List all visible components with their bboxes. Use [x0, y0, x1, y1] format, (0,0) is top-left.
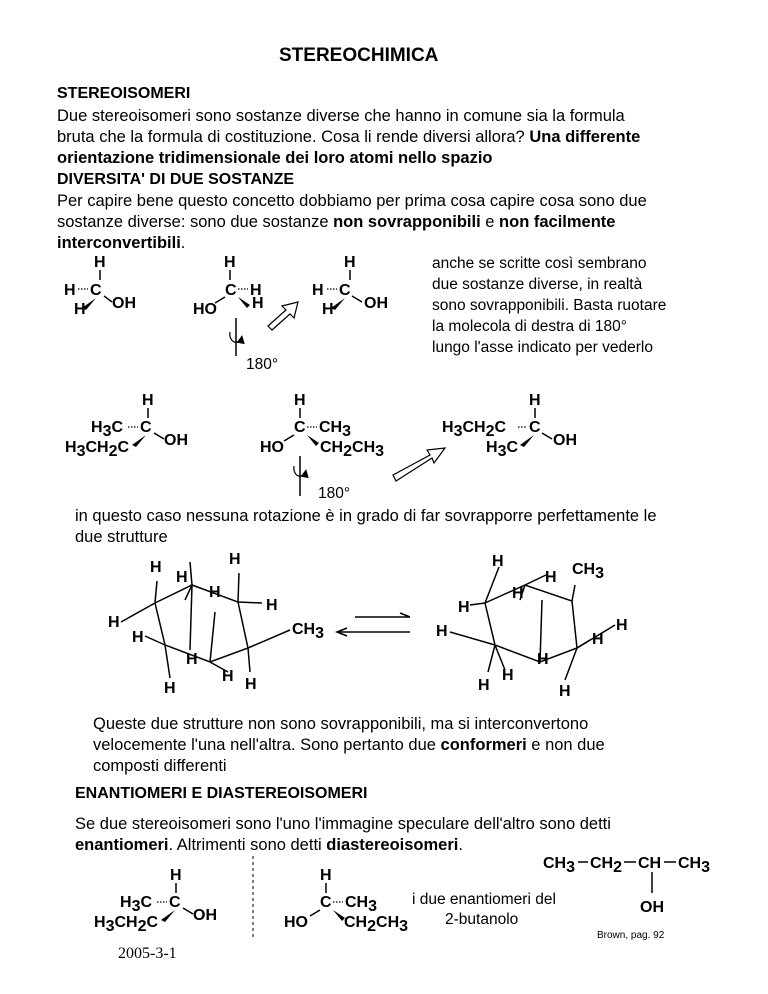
hollow-arrow-2 — [393, 448, 445, 481]
enantiomer-caption: i due enantiomeri del — [412, 891, 556, 908]
svg-text:C: C — [140, 419, 152, 436]
paragraph-line: sostanze diverse: sono due sostanze non sovrapponibili e non facilmente — [57, 213, 616, 231]
chair-left — [121, 562, 290, 678]
note-line: anche se scritte così sembrano — [432, 255, 647, 272]
svg-text:H: H — [478, 677, 490, 694]
svg-text:H: H — [512, 585, 524, 602]
svg-text:H3CH2C: H3CH2C — [442, 419, 507, 440]
rotation-label: 180° — [318, 485, 351, 502]
svg-text:H: H — [458, 599, 470, 616]
molecule-2a — [65, 392, 188, 460]
section-heading-diversita: DIVERSITA' DI DUE SOSTANZE — [57, 171, 295, 188]
svg-text:H: H — [186, 651, 198, 668]
svg-text:H: H — [74, 301, 86, 318]
svg-text:H: H — [170, 867, 182, 884]
svg-text:OH: OH — [164, 432, 188, 449]
svg-text:CH3: CH3 — [319, 419, 352, 440]
svg-text:CH3: CH3 — [572, 561, 605, 582]
svg-text:H: H — [176, 569, 188, 586]
paragraph-line: enantiomeri. Altrimenti sono detti diastereoisomeri. — [75, 836, 463, 854]
condensed-formula — [543, 855, 710, 916]
svg-text:CH2CH3: CH2CH3 — [344, 914, 409, 935]
svg-text:H: H — [559, 683, 571, 700]
svg-text:H: H — [252, 295, 264, 312]
svg-text:C: C — [169, 894, 181, 911]
paragraph-line: composti differenti — [93, 757, 227, 775]
note-line: la molecola di destra di 180° — [432, 318, 627, 335]
svg-text:H3CH2C: H3CH2C — [94, 914, 159, 935]
svg-text:H: H — [229, 551, 241, 568]
enantiomer-left — [94, 867, 217, 935]
enantiomer-caption: 2-butanolo — [445, 911, 519, 928]
caption-line: due strutture — [75, 528, 168, 546]
caption-line: in questo caso nessuna rotazione è in grado di far sovrapporre perfettamente le — [75, 507, 657, 525]
section-heading-stereoisomeri: STEREOISOMERI — [57, 85, 191, 102]
svg-text:C: C — [90, 282, 102, 299]
molecule-1c — [312, 254, 388, 318]
svg-text:H: H — [132, 629, 144, 646]
svg-text:H: H — [322, 301, 334, 318]
paragraph-line: Queste due strutture non sono sovrapponibili, ma si interconvertono — [93, 715, 589, 733]
svg-text:H3C: H3C — [120, 894, 153, 915]
svg-text:C: C — [529, 419, 541, 436]
svg-text:H: H — [436, 623, 448, 640]
svg-text:H: H — [266, 597, 278, 614]
svg-text:H3C: H3C — [91, 419, 124, 440]
svg-text:H: H — [312, 282, 324, 299]
chair-left-labels — [108, 551, 324, 697]
paragraph-line: velocemente l'una nell'altra. Sono pertanto due conformeri e non due — [93, 736, 605, 754]
molecule-2b — [260, 392, 384, 460]
svg-text:OH: OH — [193, 907, 217, 924]
chair-right-labels — [436, 553, 628, 700]
note-line: due sostanze diverse, in realtà — [432, 276, 643, 293]
equilibrium-arrows — [337, 613, 410, 636]
rotation-label: 180° — [246, 356, 279, 373]
svg-text:CH3: CH3 — [678, 855, 711, 876]
chair-right — [450, 567, 615, 680]
svg-text:H: H — [592, 631, 604, 648]
svg-text:H: H — [537, 651, 549, 668]
molecule-2c — [442, 392, 577, 460]
svg-text:OH: OH — [640, 899, 664, 916]
paragraph-line: orientazione tridimensionale dei loro atomi nello spazio — [57, 149, 493, 167]
svg-text:HO: HO — [260, 439, 284, 456]
svg-text:HO: HO — [193, 301, 217, 318]
svg-text:H: H — [250, 282, 262, 299]
svg-text:OH: OH — [112, 295, 136, 312]
svg-text:H: H — [245, 676, 257, 693]
paragraph-line: Per capire bene questo concetto dobbiamo per prima cosa capire cosa sono due — [57, 192, 647, 210]
rotation-axis-1 — [230, 318, 242, 356]
paragraph-line: bruta che la formula di costituzione. Cosa li rende diversi allora? Una differente — [57, 128, 641, 146]
svg-text:C: C — [320, 894, 332, 911]
svg-text:H: H — [545, 569, 557, 586]
svg-text:CH3: CH3 — [543, 855, 576, 876]
svg-text:CH: CH — [638, 855, 662, 872]
svg-text:H: H — [142, 392, 154, 409]
svg-text:H: H — [164, 680, 176, 697]
svg-text:H: H — [492, 553, 504, 570]
rotation-axis-2 — [294, 456, 306, 496]
svg-text:H: H — [209, 584, 221, 601]
note-line: lungo l'asse indicato per vederlo — [432, 339, 653, 356]
date-label: 2005-3-1 — [118, 945, 177, 962]
svg-text:OH: OH — [364, 295, 388, 312]
svg-text:H: H — [224, 254, 236, 271]
svg-text:H: H — [222, 668, 234, 685]
svg-text:H: H — [294, 392, 306, 409]
svg-text:CH2CH3: CH2CH3 — [320, 439, 385, 460]
svg-text:H: H — [150, 559, 162, 576]
svg-text:H3CH2C: H3CH2C — [65, 439, 130, 460]
svg-text:H: H — [502, 667, 514, 684]
svg-text:H: H — [94, 254, 106, 271]
svg-text:H: H — [108, 614, 120, 631]
source-citation: Brown, pag. 92 — [597, 930, 665, 941]
svg-text:CH2: CH2 — [590, 855, 623, 876]
paragraph-line: interconvertibili. — [57, 234, 186, 252]
note-line: sono sovrapponibili. Basta ruotare — [432, 297, 667, 314]
svg-text:H: H — [344, 254, 356, 271]
page-title: STEREOCHIMICA — [279, 45, 439, 66]
paragraph-line: Due stereoisomeri sono sostanze diverse che hanno in comune sia la formula — [57, 107, 625, 125]
molecule-1a — [64, 254, 136, 318]
svg-text:OH: OH — [553, 432, 577, 449]
svg-text:CH3: CH3 — [292, 621, 325, 642]
hollow-arrow-1 — [268, 302, 298, 330]
enantiomer-right — [284, 867, 408, 935]
svg-text:CH3: CH3 — [345, 894, 378, 915]
section-heading-enantiomeri: ENANTIOMERI E DIASTEREOISOMERI — [75, 785, 368, 802]
svg-text:HO: HO — [284, 914, 308, 931]
svg-text:C: C — [225, 282, 237, 299]
molecule-1b — [193, 254, 264, 318]
svg-text:H: H — [64, 282, 76, 299]
paragraph-line: Se due stereoisomeri sono l'uno l'immagine speculare dell'altro sono detti — [75, 815, 611, 833]
svg-text:H: H — [320, 867, 332, 884]
svg-text:C: C — [339, 282, 351, 299]
svg-text:H: H — [616, 617, 628, 634]
svg-text:C: C — [294, 419, 306, 436]
svg-text:H3C: H3C — [486, 439, 519, 460]
svg-text:H: H — [529, 392, 541, 409]
